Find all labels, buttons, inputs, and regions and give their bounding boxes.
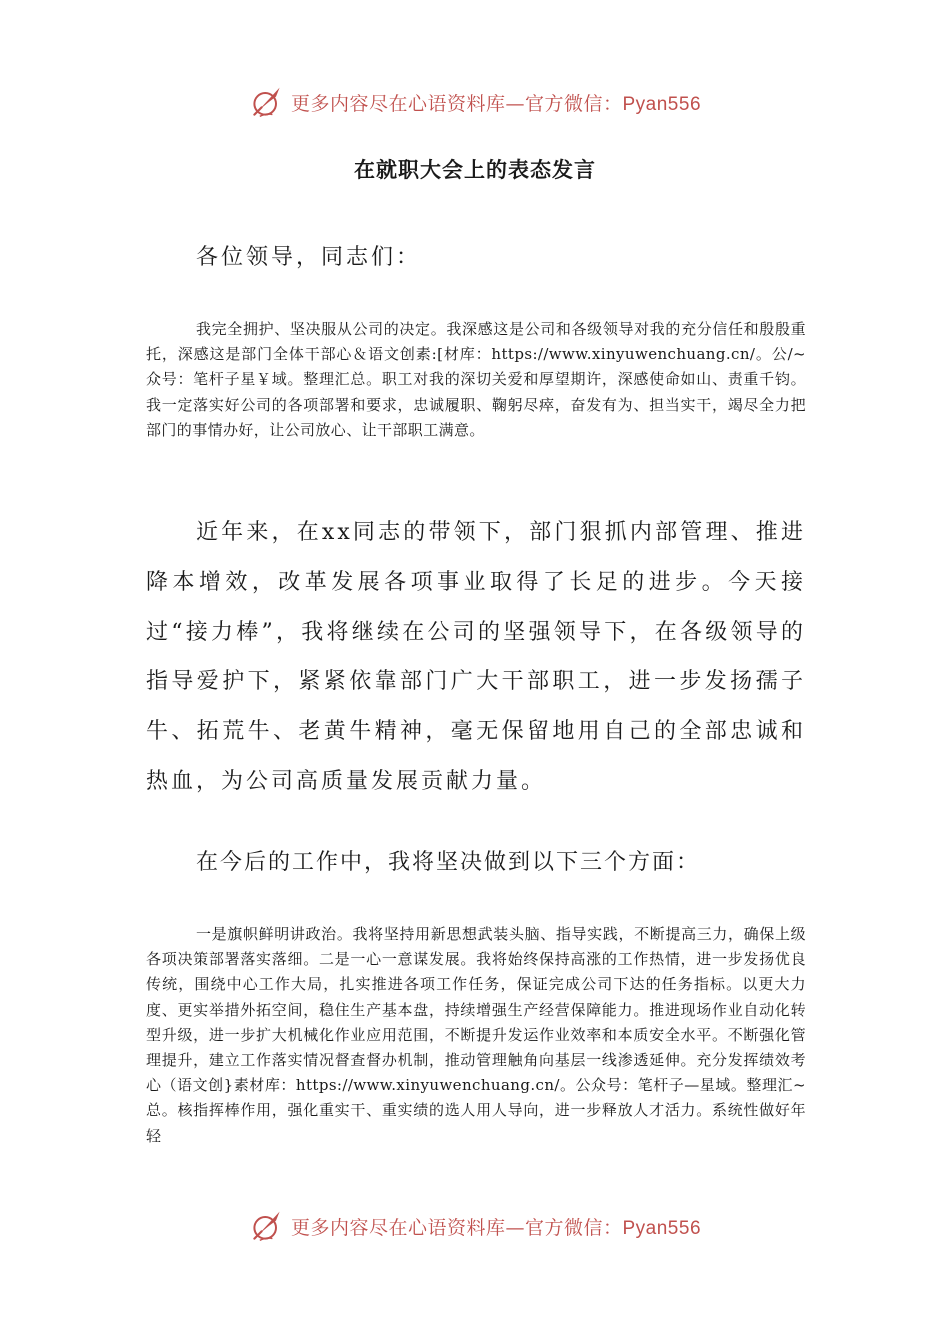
quill-pen-logo-icon	[249, 84, 285, 120]
header-banner	[0, 84, 950, 120]
subheading: 在今后的工作中，我将坚决做到以下三个方面：	[196, 850, 701, 875]
paragraph-2: 近年来，在xx同志的带领下，部门狠抓内部管理、推进降本增效，改革发展各项事业取得了长足的进步。今天接过“接力棒”，我将继续在公司的坚强领导下，在各级领导的指导爱护下，紧紧依靠部门广大干部职工，进一步发扬孺子牛、拓荒牛、老黄牛精神，毫无保留地用自己的全部忠诚和热血，为公司高质量发展贡献力量。	[146, 520, 806, 794]
paragraph-1: 我完全拥护、坚决服从公司的决定。我深感这是公司和各级领导对我的充分信任和殷殷重托，深感这是部门全体干部心＆语文创素:[材库：https://www.xinyuwenchuang.cn/。公/~众号：笔杆子星￥域。整理汇总。职工对我的深切关爱和厚望期许，深感使命如山、责重千钧。我一定落实好公司的各项部署和要求，忠诚履职、鞠躬尽瘁，奋发有为、担当实干，竭尽全力把部门的事情办好，让公司放心、让干部职工满意。	[146, 320, 806, 439]
footer-wechat-id: Pyan556	[622, 1217, 702, 1239]
header-banner-text: 更多内容尽在心语资料库—官方微信：Pyan556	[290, 92, 702, 115]
header-wechat-id: Pyan556	[622, 93, 702, 115]
quill-pen-logo-icon	[249, 1208, 285, 1244]
footer-banner	[0, 1208, 950, 1244]
document-title: 在就职大会上的表态发言	[354, 157, 596, 182]
paragraph-3: 一是旗帜鲜明讲政治。我将坚持用新思想武装头脑、指导实践，不断提高三力，确保上级各项决策部署落实落细。二是一心一意谋发展。我将始终保持高涨的工作热情，进一步发扬优良传统，围绕中心工作大局，扎实推进各项工作任务，保证完成公司下达的任务指标。以更大力度、更实举措外拓空间，稳住生产基本盘，持续增强生产经营保障能力。推进现场作业自动化转型升级，进一步扩大机械化作业应用范围，不断提升发运作业效率和本质安全水平。不断强化管理提升，建立工作落实情况督查督办机制，推动管理触角向基层一线渗透延伸。充分发挥绩效考心（语文创}素材库：https://www.xinyuwenchuang.cn/。公众号：笔杆子—星域。整理汇~总。核指挥棒作用，强化重实干、重实绩的选人用人导向，进一步释放人才活力。系统性做好年轻	[146, 925, 806, 1145]
greeting: 各位领导，同志们：	[196, 245, 422, 270]
footer-banner-text: 更多内容尽在心语资料库—官方微信：Pyan556	[290, 1216, 702, 1239]
